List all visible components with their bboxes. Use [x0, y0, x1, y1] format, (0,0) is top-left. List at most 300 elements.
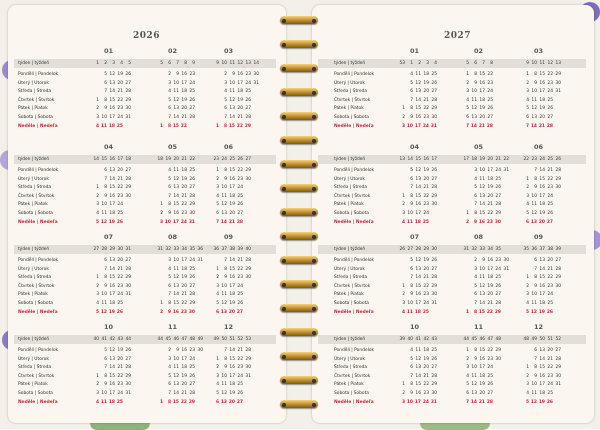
day-number: 28	[236, 219, 243, 225]
ring-hole	[312, 139, 316, 143]
weekday-label: Středa | Streda	[334, 275, 368, 281]
day-number: 9	[410, 391, 413, 396]
ring-hole	[312, 187, 316, 191]
day-number: 10	[479, 168, 485, 173]
day-number: 28	[125, 176, 131, 182]
day-number: 11	[406, 219, 413, 225]
week-label: týden | týždeň	[334, 157, 366, 162]
day-number: 9	[474, 356, 477, 362]
day-number: 12	[100, 219, 107, 225]
day-number: 16	[181, 348, 187, 353]
day-number: 4	[168, 266, 171, 272]
day-number: 28	[245, 115, 251, 120]
day-number: 26	[245, 97, 251, 103]
day-number: 29	[125, 185, 131, 191]
day-number: 2	[402, 391, 405, 396]
day-number: 15	[415, 382, 421, 388]
day-number: 15	[539, 275, 545, 281]
ring-hole	[312, 403, 316, 407]
day-number: 4	[224, 89, 227, 95]
day-number: 27	[555, 258, 561, 263]
day-number: 28	[546, 123, 553, 129]
day-number: 2	[96, 382, 99, 388]
day-number: 10	[406, 123, 413, 129]
week-number: 50	[221, 337, 227, 342]
week-number: 4	[434, 61, 437, 66]
day-number: 19	[538, 309, 545, 315]
day-number: 7	[410, 97, 413, 103]
week-number: 17	[117, 157, 123, 162]
day-number: 2	[168, 72, 171, 77]
day-number: 4	[95, 399, 99, 405]
binding-ring	[280, 328, 318, 340]
day-number: 23	[189, 72, 195, 77]
day-number: 16	[415, 391, 421, 396]
day-number: 11	[173, 266, 179, 272]
day-number: 7	[534, 266, 537, 272]
day-number: 16	[415, 202, 421, 208]
day-number: 17	[487, 168, 493, 173]
week-number: 39	[555, 247, 561, 252]
day-number: 20	[423, 365, 429, 371]
week-number: 7	[482, 61, 485, 66]
day-number: 2	[159, 309, 163, 315]
day-number: 20	[479, 115, 485, 120]
week-number: 46	[173, 337, 179, 342]
day-number: 1	[526, 72, 529, 77]
day-number: 1	[402, 193, 405, 199]
day-number: 22	[547, 275, 553, 281]
day-number: 13	[173, 283, 179, 289]
day-number: 4	[216, 193, 219, 199]
month-number: 12	[224, 323, 234, 331]
day-number: 4	[168, 168, 171, 173]
day-number: 2	[168, 348, 171, 353]
week-number: 23	[531, 157, 537, 162]
day-number: 19	[181, 275, 187, 281]
day-number: 10	[229, 80, 235, 86]
day-number: 18	[108, 123, 115, 129]
day-number: 19	[538, 399, 545, 405]
day-number: 13	[471, 391, 477, 396]
day-number: 9	[534, 185, 537, 191]
day-number: 5	[216, 202, 219, 208]
day-number: 16	[479, 356, 485, 362]
weekday-label: Pátek | Piatok	[18, 202, 48, 208]
day-number: 10	[531, 193, 537, 199]
day-number: 14	[539, 168, 545, 173]
day-number: 10	[531, 292, 537, 298]
week-number: 41	[101, 337, 107, 342]
day-number: 6	[534, 348, 537, 353]
day-number: 2	[224, 72, 227, 77]
day-number: 5	[466, 382, 469, 388]
day-number: 9	[410, 115, 413, 120]
day-number: 24	[423, 301, 429, 306]
week-number: 29	[109, 247, 115, 252]
week-number: 35	[523, 247, 529, 252]
day-number: 29	[495, 211, 501, 216]
day-number: 28	[431, 373, 437, 379]
day-number: 7	[104, 176, 107, 182]
day-number: 28	[495, 301, 501, 306]
day-number: 2	[96, 283, 99, 289]
day-number: 12	[221, 301, 227, 306]
week-number: 18	[157, 157, 163, 162]
day-number: 29	[555, 365, 561, 371]
week-number: 30	[117, 247, 123, 252]
week-number: 47	[181, 337, 187, 342]
day-number: 27	[237, 211, 243, 216]
day-number: 5	[526, 106, 529, 112]
day-number: 21	[117, 266, 123, 272]
day-number: 23	[423, 391, 429, 396]
day-number: 28	[245, 348, 251, 353]
day-number: 4	[96, 211, 99, 216]
day-number: 4	[401, 309, 405, 315]
day-number: 17	[172, 219, 179, 225]
day-number: 31	[430, 123, 437, 129]
day-number: 11	[531, 202, 537, 208]
day-number: 25	[547, 391, 553, 396]
weekday-label: Pondělí | Pondelok	[18, 168, 59, 173]
day-number: 22	[547, 365, 553, 371]
ring-hole	[282, 379, 286, 383]
day-number: 30	[125, 382, 131, 388]
week-number: 45	[165, 337, 171, 342]
day-number: 6	[224, 106, 227, 112]
day-number: 24	[237, 373, 243, 379]
day-number: 16	[229, 275, 235, 281]
day-number: 14	[220, 219, 227, 225]
day-number: 11	[471, 97, 477, 103]
day-number: 28	[555, 168, 561, 173]
day-number: 9	[232, 72, 235, 77]
day-number: 12	[221, 391, 227, 396]
day-number: 2	[216, 275, 219, 281]
day-number: 8	[168, 202, 171, 208]
day-number: 16	[487, 258, 493, 263]
day-number: 23	[423, 115, 429, 120]
day-number: 30	[197, 348, 203, 353]
day-number: 18	[539, 391, 545, 396]
day-number: 21	[478, 399, 485, 405]
day-number: 30	[555, 185, 561, 191]
day-number: 3	[474, 168, 477, 173]
week-number: 38	[547, 247, 553, 252]
day-number: 3	[466, 365, 469, 371]
day-number: 8	[224, 356, 227, 362]
day-number: 15	[228, 123, 235, 129]
week-number: 13	[555, 61, 561, 66]
day-number: 26	[189, 176, 195, 182]
day-number: 25	[547, 301, 553, 306]
day-number: 8	[224, 266, 227, 272]
week-number: 44	[125, 337, 131, 342]
day-number: 10	[173, 80, 179, 86]
day-number: 31	[503, 168, 509, 173]
day-number: 18	[181, 89, 187, 95]
month-number: 02	[474, 47, 484, 55]
week-number: 35	[495, 247, 501, 252]
day-number: 26	[237, 202, 243, 208]
week-number: 26	[555, 157, 561, 162]
day-number: 11	[173, 168, 179, 173]
day-number: 15	[229, 356, 235, 362]
binding-ring	[280, 136, 318, 148]
day-number: 15	[173, 202, 179, 208]
day-number: 14	[530, 123, 537, 129]
day-number: 19	[423, 80, 429, 86]
day-number: 4	[526, 202, 529, 208]
day-number: 7	[168, 391, 171, 396]
quarter-block	[312, 47, 594, 137]
day-number: 9	[167, 309, 171, 315]
day-number: 31	[125, 391, 131, 396]
day-number: 20	[228, 399, 235, 405]
week-number: 19	[165, 157, 171, 162]
week-number: 18	[125, 157, 131, 162]
binding-ring	[280, 280, 318, 292]
day-number: 23	[117, 283, 123, 289]
quarter-block	[8, 47, 286, 137]
week-number: 52	[237, 337, 243, 342]
day-number: 11	[229, 89, 235, 95]
week-number: 24	[221, 157, 227, 162]
day-number: 9	[104, 283, 107, 289]
day-number: 29	[431, 106, 437, 112]
day-number: 30	[555, 283, 561, 289]
day-number: 13	[229, 106, 235, 112]
day-number: 17	[414, 123, 421, 129]
day-number: 8	[104, 97, 107, 103]
weekday-label: Čtvrtek | Štvrtok	[334, 97, 371, 103]
day-number: 13	[415, 89, 421, 95]
month-number: 06	[224, 143, 234, 151]
weekday-label: Pondělí | Pondelok	[18, 72, 59, 77]
day-number: 28	[495, 202, 501, 208]
day-number: 14	[229, 348, 235, 353]
day-number: 28	[189, 193, 195, 199]
day-number: 8	[534, 72, 537, 77]
day-number: 29	[495, 348, 501, 353]
day-number: 20	[539, 115, 545, 120]
day-number: 15	[109, 185, 115, 191]
day-number: 30	[253, 72, 259, 77]
day-number: 8	[104, 185, 107, 191]
ring-hole	[312, 67, 316, 71]
day-number: 6	[104, 258, 107, 263]
day-number: 7	[474, 301, 477, 306]
day-number: 21	[117, 89, 123, 95]
day-number: 25	[116, 399, 123, 405]
month-number: 03	[534, 47, 544, 55]
day-number: 12	[221, 202, 227, 208]
binding-ring	[280, 184, 318, 196]
day-number: 31	[188, 219, 195, 225]
day-number: 27	[547, 115, 553, 120]
day-number: 22	[180, 123, 187, 129]
day-number: 16	[479, 80, 485, 86]
day-number: 21	[117, 365, 123, 371]
day-number: 17	[479, 89, 485, 95]
day-number: 1	[466, 72, 469, 77]
weekday-label: Úterý | Utorok	[334, 80, 365, 86]
day-number: 17	[237, 80, 243, 86]
day-number: 10	[101, 115, 107, 120]
day-number: 24	[189, 80, 195, 86]
week-number: 15	[415, 157, 421, 162]
day-number: 1	[216, 266, 219, 272]
day-number: 23	[181, 211, 187, 216]
day-number: 16	[109, 382, 115, 388]
day-number: 9	[224, 275, 227, 281]
day-number: 6	[216, 211, 219, 216]
day-number: 28	[431, 185, 437, 191]
day-number: 11	[531, 391, 537, 396]
day-number: 6	[526, 115, 529, 120]
week-number: 27	[245, 157, 251, 162]
day-number: 8	[410, 106, 413, 112]
day-number: 29	[494, 309, 501, 315]
calendar-page-2026	[8, 5, 286, 423]
week-number: 7	[176, 61, 179, 66]
day-number: 26	[547, 106, 553, 112]
day-number: 18	[108, 399, 115, 405]
day-number: 23	[117, 382, 123, 388]
day-number: 19	[117, 348, 123, 353]
day-number: 26	[431, 168, 437, 173]
day-number: 8	[534, 365, 537, 371]
day-number: 12	[471, 382, 477, 388]
day-number: 13	[173, 106, 179, 112]
week-number: 19	[479, 157, 485, 162]
day-number: 11	[221, 193, 227, 199]
day-number: 18	[181, 168, 187, 173]
day-number: 16	[539, 373, 545, 379]
day-number: 11	[479, 275, 485, 281]
ring-hole	[312, 163, 316, 167]
day-number: 12	[415, 168, 421, 173]
day-number: 11	[531, 97, 537, 103]
week-number: 28	[415, 247, 421, 252]
day-number: 23	[487, 356, 493, 362]
day-number: 16	[237, 72, 243, 77]
month-number: 07	[104, 233, 114, 241]
day-number: 1	[216, 168, 219, 173]
ring-hole	[282, 163, 286, 167]
ring-hole	[282, 283, 286, 287]
day-number: 7	[168, 292, 171, 298]
day-number: 3	[526, 89, 529, 95]
week-number: 42	[109, 337, 115, 342]
day-number: 23	[117, 106, 123, 112]
day-number: 30	[431, 391, 437, 396]
day-number: 22	[423, 283, 429, 289]
day-number: 14	[109, 176, 115, 182]
day-number: 18	[229, 292, 235, 298]
day-number: 22	[487, 72, 493, 77]
weekday-label: Pátek | Piatok	[334, 382, 364, 388]
weekday-label: Čtvrtek | Štvrtok	[18, 373, 55, 379]
day-number: 22	[547, 176, 553, 182]
day-number: 9	[534, 283, 537, 289]
day-number: 5	[168, 373, 171, 379]
day-number: 16	[109, 193, 115, 199]
day-number: 1	[402, 106, 405, 112]
day-number: 12	[415, 356, 421, 362]
day-number: 13	[539, 258, 545, 263]
day-number: 26	[487, 106, 493, 112]
ring-hole	[282, 187, 286, 191]
day-number: 16	[415, 115, 421, 120]
day-number: 13	[173, 382, 179, 388]
day-number: 1	[159, 399, 163, 405]
day-number: 30	[189, 211, 195, 216]
day-number: 23	[495, 258, 501, 263]
weekday-label: Pondělí | Pondelok	[334, 72, 375, 77]
day-number: 6	[168, 185, 171, 191]
day-number: 10	[471, 365, 477, 371]
day-number: 19	[237, 97, 243, 103]
week-number: 14	[407, 157, 413, 162]
day-number: 21	[181, 193, 187, 199]
day-number: 22	[117, 373, 123, 379]
day-number: 21	[423, 185, 429, 191]
day-number: 27	[236, 309, 243, 315]
day-number: 30	[125, 283, 131, 289]
day-number: 21	[181, 292, 187, 298]
week-number: 40	[93, 337, 99, 342]
binding-ring	[280, 232, 318, 244]
day-number: 15	[479, 348, 485, 353]
day-number: 5	[526, 211, 529, 216]
day-number: 14	[470, 399, 477, 405]
weekday-label: Sobota | Sobota	[334, 211, 369, 216]
day-number: 25	[547, 97, 553, 103]
day-number: 15	[173, 301, 179, 306]
day-number: 8	[223, 123, 227, 129]
day-number: 2	[465, 219, 469, 225]
day-number: 29	[431, 193, 437, 199]
day-number: 25	[189, 266, 195, 272]
week-label: týden | týždeň	[18, 247, 50, 252]
day-number: 23	[547, 283, 553, 289]
week-number: 8	[490, 61, 493, 66]
day-number: 20	[181, 382, 187, 388]
day-number: 20	[423, 176, 429, 182]
day-number: 4	[216, 292, 219, 298]
day-number: 20	[117, 356, 123, 362]
weekday-label: Úterý | Utorok	[18, 266, 49, 272]
week-number: 12	[547, 61, 553, 66]
quarter-block	[312, 323, 594, 413]
day-number: 19	[181, 373, 187, 379]
quarter-block	[312, 233, 594, 323]
day-number: 30	[245, 176, 251, 182]
day-number: 30	[431, 292, 437, 298]
day-number: 25	[237, 193, 243, 199]
quarter-block	[8, 323, 286, 413]
day-number: 23	[237, 275, 243, 281]
day-number: 2	[466, 80, 469, 86]
day-number: 1	[215, 123, 219, 129]
week-number: 38	[229, 247, 235, 252]
day-number: 14	[229, 115, 235, 120]
quarter-block	[8, 143, 286, 233]
day-number: 6	[534, 258, 537, 263]
day-number: 27	[487, 391, 493, 396]
